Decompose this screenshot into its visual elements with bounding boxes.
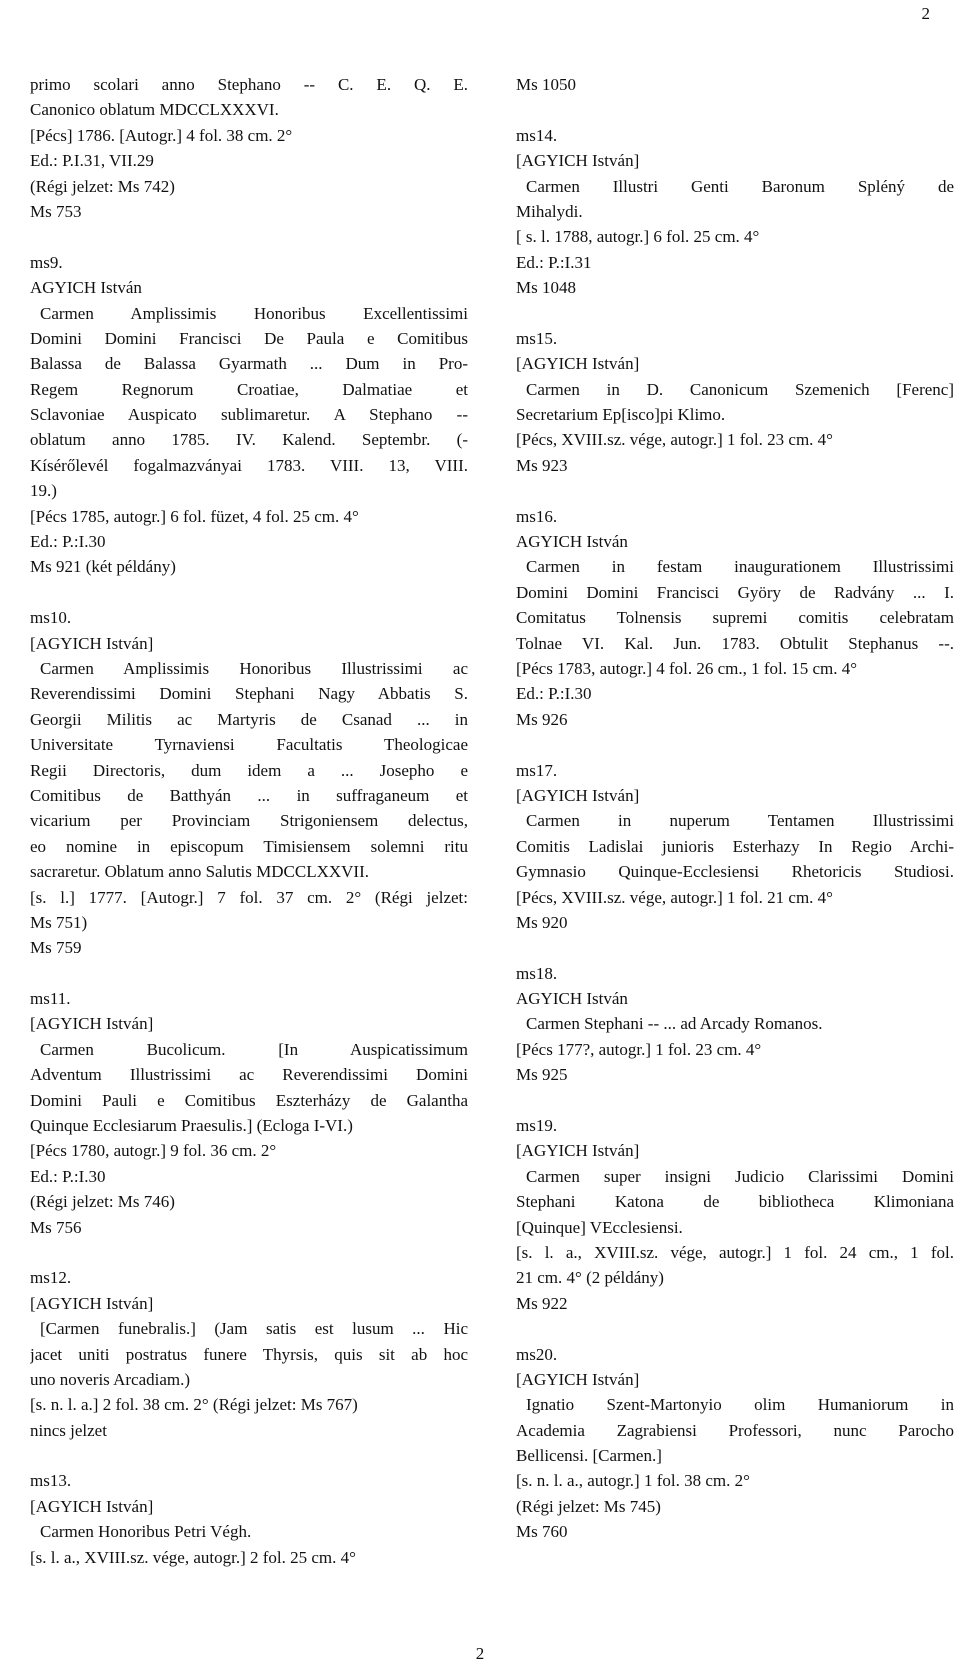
text-line: Domini Domini Francisci De Paula e Comitibus (30, 328, 468, 348)
text-line: Ed.: P.:I.31 (516, 252, 592, 272)
text-line: ms14. (516, 125, 558, 145)
text-line: Carmen in D. Canonicum Szemenich [Ferenc] (526, 379, 954, 399)
text-line: AGYICH István (516, 532, 628, 552)
text-line: (Régi jelzet: Ms 745) (516, 1496, 661, 1516)
text-line: [s. l. a., XVIII.sz. vége, autogr.] 2 fol. 25 cm. 4° (30, 1547, 356, 1567)
text-line: [Pécs 1785, autogr.] 6 fol. füzet, 4 fol. 25 cm. 4° (30, 506, 359, 526)
text-line: (Régi jelzet: Ms 746) (30, 1192, 175, 1212)
right-column (516, 72, 954, 1545)
text-line: sacraretur. Oblatum anno Salutis MDCCLXXVII. (30, 862, 369, 882)
entry-spacer (516, 97, 954, 122)
text-line: Universitate Tyrnaviensi Facultatis Theologicae (30, 735, 468, 755)
text-line: [AGYICH István] (516, 151, 640, 171)
text-line: [AGYICH István] (516, 354, 640, 374)
text-line: Regii Directoris, dum idem a ... Josepho e (30, 760, 468, 780)
text-line: 19.) (30, 481, 57, 501)
text-line: Ms 1050 (516, 75, 576, 94)
text-line: Comitis Ladislai junioris Esterhazy In Regio Archi- (516, 836, 954, 856)
text-line: Regem Regnorum Croatiae, Dalmatiae et (30, 379, 468, 399)
text-line: Carmen in festam inaugurationem Illustrissimi (526, 557, 954, 577)
text-line: Gymnasio Quinque-Ecclesiensi Rhetoricis Studiosi. (516, 862, 954, 882)
text-line: Ms 1048 (516, 278, 576, 298)
text-line: Comitatus Tolnensis supremi comitis celebratam (516, 608, 954, 628)
text-line: [AGYICH István] (30, 1293, 154, 1313)
text-line: Ed.: P.:I.30 (516, 684, 592, 704)
text-line: [Carmen funebralis.] (Jam satis est lusum ... Hic (40, 1319, 468, 1339)
text-line: [s. n. l. a.] 2 fol. 38 cm. 2° (Régi jelzet: Ms 767) (30, 1395, 358, 1415)
text-line: Kísérőlevél fogalmazványai 1783. VIII. 13, VIII. (30, 455, 468, 475)
text-line: ms11. (30, 989, 71, 1009)
text-line: Carmen super insigni Judicio Clarissimi Domini (526, 1166, 954, 1186)
text-line: Comitibus de Batthyán ... in suffraganeum et (30, 785, 468, 805)
text-line: nincs jelzet (30, 1420, 107, 1440)
entry-spacer (516, 935, 954, 960)
text-line: [Pécs, XVIII.sz. vége, autogr.] 1 fol. 21 cm. 4° (516, 887, 833, 907)
text-line: Ignatio Szent-Martonyio olim Humaniorum in (526, 1395, 954, 1415)
text-line: [AGYICH István] (516, 1141, 640, 1161)
text-line: [ s. l. 1788, autogr.] 6 fol. 25 cm. 4° (516, 227, 760, 247)
text-line: [s. l.] 1777. [Autogr.] 7 fol. 37 cm. 2° (Régi jelzet: (30, 887, 468, 907)
entry-spacer (516, 301, 954, 326)
text-line: Ed.: P.:I.30 (30, 532, 106, 552)
text-line: ms20. (516, 1344, 558, 1364)
text-line: [Pécs 1783, autogr.] 4 fol. 26 cm., 1 fol. 15 cm. 4° (516, 658, 858, 678)
text-line: Ms 759 (30, 938, 82, 958)
text-line: [AGYICH István] (516, 1369, 640, 1389)
text-line: 21 cm. 4° (2 példány) (516, 1268, 664, 1288)
text-line: Carmen Illustri Genti Baronum Spléný de (526, 176, 954, 196)
text-line: Ed.: P.:I.30 (30, 1166, 106, 1186)
text-line: Balassa de Balassa Gyarmath ... Dum in Pro- (30, 354, 468, 374)
text-line: Ms 920 (516, 912, 568, 932)
text-line: [Pécs 1780, autogr.] 9 fol. 36 cm. 2° (30, 1141, 277, 1161)
text-line: uno noveris Arcadiam.) (30, 1369, 191, 1389)
text-line: [Pécs, XVIII.sz. vége, autogr.] 1 fol. 23 cm. 4° (516, 430, 833, 450)
text-line: [AGYICH István] (30, 1496, 154, 1516)
text-line: [AGYICH István] (30, 633, 154, 653)
left-column (30, 72, 468, 1570)
text-line: Carmen Honoribus Petri Végh. (40, 1522, 252, 1542)
text-line: Quinque Ecclesiarum Praesulis.] (Ecloga I-VI.) (30, 1116, 353, 1136)
text-line: ms10. (30, 608, 72, 628)
text-line: (Régi jelzet: Ms 742) (30, 176, 175, 196)
text-line: jacet uniti postratus funere Thyrsis, quis sit ab hoc (30, 1344, 468, 1364)
entry-spacer (30, 961, 468, 986)
text-line: ms12. (30, 1268, 72, 1288)
text-line: [Quinque] VEcclesiensi. (516, 1217, 683, 1237)
text-line: Georgii Militis ac Martyris de Csanad ... in (30, 709, 468, 729)
text-line: AGYICH István (30, 278, 142, 298)
text-line: ms9. (30, 252, 63, 272)
entry-spacer (516, 1316, 954, 1341)
text-line: [Pécs 177?, autogr.] 1 fol. 23 cm. 4° (516, 1039, 762, 1059)
text-line: Tolnae VI. Kal. Jun. 1783. Obtulit Stephanus --. (516, 633, 954, 653)
text-line: Carmen Bucolicum. [In Auspicatissimum (40, 1039, 468, 1059)
text-line: Ms 926 (516, 709, 568, 729)
entry-spacer (516, 732, 954, 757)
text-line: [AGYICH István] (516, 785, 640, 805)
text-line: ms18. (516, 963, 558, 983)
text-line: [AGYICH István] (30, 1014, 154, 1034)
entry-spacer (30, 1443, 468, 1468)
text-line: Domini Domini Francisci Györy de Radvány ... I. (516, 582, 954, 602)
entry-spacer (516, 1088, 954, 1113)
text-line: Canonico oblatum MDCCLXXXVI. (30, 100, 279, 120)
text-line: Carmen Stephani -- ... ad Arcady Romanos. (526, 1014, 823, 1034)
text-line: Carmen Amplissimis Honoribus Illustrissimi ac (40, 658, 468, 678)
text-line: eo nomine in episcopum Timisiensem solemni ritu (30, 836, 468, 856)
text-line: Ms 922 (516, 1293, 568, 1313)
text-line: Ms 760 (516, 1522, 568, 1542)
entry-spacer (30, 1240, 468, 1265)
text-line: Ms 925 (516, 1065, 568, 1085)
text-line: AGYICH István (516, 989, 628, 1009)
text-line: Adventum Illustrissimi ac Reverendissimi Domini (30, 1065, 468, 1085)
text-line: Carmen Amplissimis Honoribus Excellentissimi (40, 303, 468, 323)
text-line: Ed.: P.I.31, VII.29 (30, 151, 154, 171)
entry-spacer (30, 580, 468, 605)
text-line: [Pécs] 1786. [Autogr.] 4 fol. 38 cm. 2° (30, 125, 293, 145)
text-line: Secretarium Ep[isco]pi Klimo. (516, 405, 726, 425)
text-line: ms19. (516, 1116, 558, 1136)
text-line: Ms 753 (30, 201, 82, 221)
text-line: [s. l. a., XVIII.sz. vége, autogr.] 1 fol. 24 cm., 1 fol. (516, 1242, 954, 1262)
text-line: Mihalydi. (516, 201, 583, 221)
text-line: Stephani Katona de bibliotheca Klimoniana (516, 1192, 954, 1212)
text-line: Ms 751) (30, 912, 88, 932)
text-line: ms16. (516, 506, 558, 526)
text-line: [s. n. l. a., autogr.] 1 fol. 38 cm. 2° (516, 1471, 750, 1491)
text-line: Domini Pauli e Comitibus Eszterházy de Galantha (30, 1090, 468, 1110)
text-line: ms15. (516, 328, 558, 348)
text-line: Ms 923 (516, 455, 568, 475)
page-number-bottom: 2 (475, 1644, 485, 1663)
text-line: ms13. (30, 1471, 72, 1491)
entry-spacer (516, 478, 954, 503)
text-line: Reverendissimi Domini Stephani Nagy Abbatis S. (30, 684, 468, 704)
text-line: Ms 921 (két példány) (30, 557, 176, 577)
text-line: ms17. (516, 760, 558, 780)
text-line: oblatum anno 1785. IV. Kalend. Septembr. (- (30, 430, 468, 450)
text-line: primo scolari anno Stephano -- C. E. Q. E. (30, 75, 468, 94)
text-line: Carmen in nuperum Tentamen Illustrissimi (526, 811, 954, 831)
text-line: Bellicensi. [Carmen.] (516, 1446, 662, 1466)
entry-spacer (30, 224, 468, 249)
text-line: Academia Zagrabiensi Professori, nunc Parocho (516, 1420, 954, 1440)
page-number-top: 2 (921, 4, 930, 23)
text-line: vicarium per Provinciam Strigoniensem delectus, (30, 811, 468, 831)
text-line: Sclavoniae Auspicato sublimaretur. A Stephano -- (30, 405, 468, 425)
text-line: Ms 756 (30, 1217, 82, 1237)
